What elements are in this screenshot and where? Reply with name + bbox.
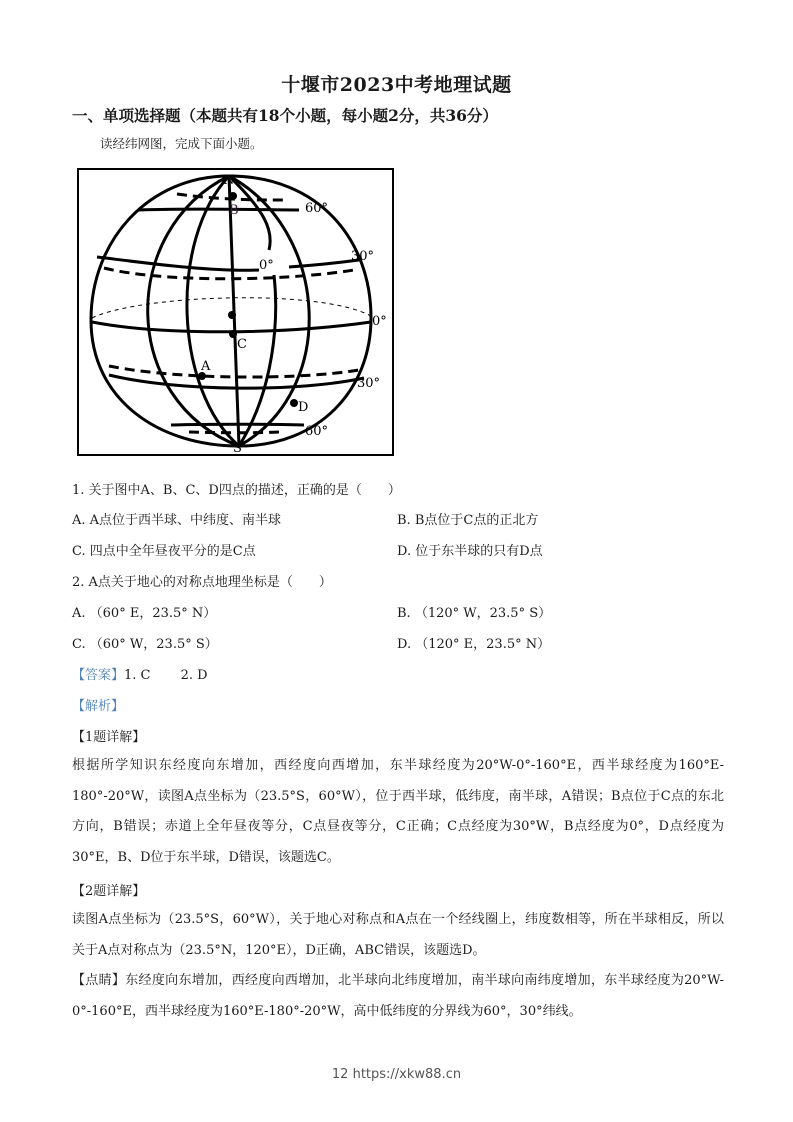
point-d-label: D (298, 400, 309, 415)
lat-30n-label: 30° (351, 249, 375, 264)
south-label: S (233, 441, 242, 454)
q2-detail-heading: 【2题详解】 (72, 884, 146, 899)
question-1-stem: 1. 关于图中A、B、C、D四点的描述，正确的是（ ） (72, 483, 401, 498)
question-1-option-c: C. 四点中全年昼夜平分的是C点 (72, 544, 256, 559)
answer-label: 【答案】 (72, 668, 125, 683)
lat-0-label: 0° (372, 314, 387, 329)
q1-detail-heading: 【1题详解】 (72, 730, 146, 745)
point-north-dot (228, 311, 236, 319)
question-1-option-b: B. B点位于C点的正北方 (397, 513, 539, 528)
q2-detail-text: 读图A点坐标为（23.5°S，60°W），关于地心对称点和A点在一个经线圈上，纬度数相等，所在半球相反，所以关于A点对称点为（23.5°N，120°E），D正确，ABC错误，该题选D。 (72, 912, 724, 958)
point-b-dot (229, 192, 237, 200)
page-footer: 12 https://xkw88.cn (331, 1067, 462, 1082)
section-heading: 一、单项选择题（本题共有18个小题，每小题2分，共36分） (72, 106, 498, 125)
tip-label: 【点睛】 (72, 973, 126, 988)
question-1-option-d: D. 位于东半球的只有D点 (397, 544, 543, 559)
intro-text: 读经纬网图，完成下面小题。 (100, 136, 263, 151)
point-c-label: C (237, 337, 247, 352)
tip-text: 东经度向东增加，西经度向西增加，北半球向北纬度增加，南半球向南纬度增加，东半球经度为20°W-0°-160°E，西半球经度为160°E-180°-20°W，高中低纬度的分界线为60°，30°纬线。 (72, 973, 724, 1019)
tip-block (72, 966, 724, 1027)
point-c-dot (229, 330, 237, 338)
question-2-option-c: C. （60° W，23.5° S） (72, 637, 218, 652)
q1-detail-text: 根据所学知识东经度向东增加，西经度向西增加，东半球经度为20°W-0°-160°E，西半球经度为160°E-180°-20°W，读图A点坐标为（23.5°S，60°W），位于西半球，低纬度，南半球，A错误；B点位于C点的东北方向，B错误；赤道上全年昼夜等分，C点昼夜等分，C正确；C点经度为30°W，B点经度为0°，D点经度为30°E，B、D位于东半球，D错误，该题选C。 (72, 758, 724, 865)
question-1-option-a: A. A点位于西半球、中纬度、南半球 (72, 513, 282, 528)
globe-diagram (79, 170, 392, 454)
answer-row (72, 664, 208, 683)
question-2-option-d: D. （120° E，23.5° N） (397, 637, 551, 652)
question-2-option-a: A. （60° E，23.5° N） (72, 606, 217, 621)
lat-60s-label: 60° (305, 424, 329, 439)
lat-60n-label: 60° (305, 201, 329, 216)
question-2-stem: 2. A点关于地心的对称点地理坐标是（ ） (72, 575, 332, 590)
point-a-label: A (201, 359, 211, 374)
answer-value: 1. C 2. D (124, 668, 208, 683)
point-d-dot (290, 399, 298, 407)
question-2-option-b: B. （120° W，23.5° S） (397, 606, 552, 621)
graticule-figure (77, 168, 394, 456)
analysis-label: 【解析】 (72, 699, 125, 714)
lat-30s-label: 30° (357, 376, 381, 391)
lon-0-label: 0° (259, 258, 274, 273)
point-b-label: B (229, 203, 239, 218)
north-label: N (223, 173, 235, 188)
page-title: 十堰市2023中考地理试题 (281, 74, 512, 96)
